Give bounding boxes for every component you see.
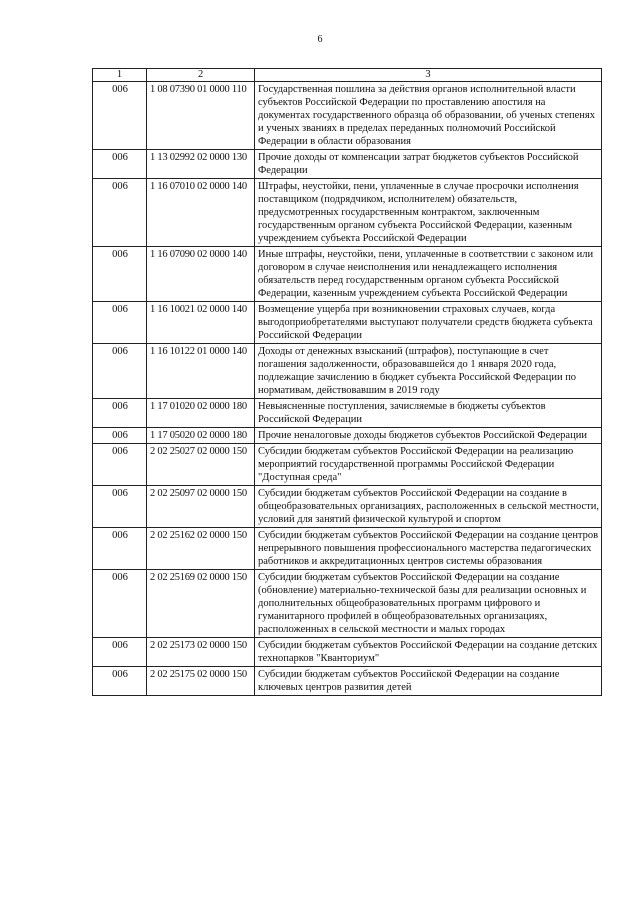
budget-code-cell: 1 16 10021 02 0000 140 <box>147 302 255 344</box>
budget-code-cell: 2 02 25173 02 0000 150 <box>147 638 255 667</box>
table-row <box>93 247 602 302</box>
admin-code-cell: 006 <box>93 570 147 638</box>
budget-code-cell: 2 02 25097 02 0000 150 <box>147 486 255 528</box>
budget-code-cell: 1 17 01020 02 0000 180 <box>147 399 255 428</box>
revenue-name-cell: Доходы от денежных взысканий (штрафов), поступающие в счет погашения задолженности, образовавшейся до 1 января 2020 года, подлежащие зачислению в бюджет субъекта Российской Федерации по нормативам, действовавшим в 2019 году <box>255 344 602 399</box>
revenue-name-cell: Субсидии бюджетам субъектов Российской Федерации на создание центров непрерывного повышения профессионального мастерства педагогических работников и аккредитационных центров системы образования <box>255 528 602 570</box>
admin-code-cell: 006 <box>93 247 147 302</box>
revenue-name-cell: Иные штрафы, неустойки, пени, уплаченные в соответствии с законом или договором в случае неисполнения или ненадлежащего исполнения обязательств перед государственным органом субъекта Российской Федерации, казенным учреждением субъекта Российской Федерации <box>255 247 602 302</box>
revenue-name-cell: Возмещение ущерба при возникновении страховых случаев, когда выгодоприобретателями выступают получатели средств бюджета субъекта Российской Федерации <box>255 302 602 344</box>
admin-code-cell: 006 <box>93 150 147 179</box>
column-header-2: 2 <box>147 69 255 82</box>
table-row <box>93 444 602 486</box>
revenue-name-cell: Субсидии бюджетам субъектов Российской Федерации на создание детских технопарков "Кванториум" <box>255 638 602 667</box>
revenue-name-cell: Штрафы, неустойки, пени, уплаченные в случае просрочки исполнения поставщиком (подрядчиком, исполнителем) обязательств, предусмотренных государственным контрактом, заключенным государственным органом субъекта Российской Федерации, казенным учреждением субъекта Российской Федерации <box>255 179 602 247</box>
budget-code-cell: 1 16 10122 01 0000 140 <box>147 344 255 399</box>
table-row <box>93 570 602 638</box>
table-header-row <box>93 69 602 82</box>
revenue-name-cell: Прочие доходы от компенсации затрат бюджетов субъектов Российской Федерации <box>255 150 602 179</box>
admin-code-cell: 006 <box>93 444 147 486</box>
budget-code-cell: 1 16 07090 02 0000 140 <box>147 247 255 302</box>
admin-code-cell: 006 <box>93 302 147 344</box>
revenue-name-cell: Субсидии бюджетам субъектов Российской Федерации на реализацию мероприятий государственной программы Российской Федерации "Доступная среда" <box>255 444 602 486</box>
revenue-name-cell: Субсидии бюджетам субъектов Российской Федерации на создание в общеобразовательных организациях, расположенных в сельской местности, условий для занятий физической культурой и спортом <box>255 486 602 528</box>
page-number: 6 <box>317 34 323 45</box>
admin-code-cell: 006 <box>93 667 147 696</box>
admin-code-cell: 006 <box>93 428 147 444</box>
admin-code-cell: 006 <box>93 179 147 247</box>
revenue-name-cell: Субсидии бюджетам субъектов Российской Федерации на создание ключевых центров развития детей <box>255 667 602 696</box>
admin-code-cell: 006 <box>93 344 147 399</box>
table-row <box>93 667 602 696</box>
table-row <box>93 428 602 444</box>
budget-code-cell: 1 16 07010 02 0000 140 <box>147 179 255 247</box>
table-row <box>93 528 602 570</box>
revenue-name-cell: Субсидии бюджетам субъектов Российской Федерации на создание (обновление) материально-технической базы для реализации основных и дополнительных общеобразовательных программ цифрового и гуманитарного профилей в общеобразовательных организациях, расположенных в сельской местности и малых городах <box>255 570 602 638</box>
budget-code-cell: 1 13 02992 02 0000 130 <box>147 150 255 179</box>
budget-code-cell: 2 02 25027 02 0000 150 <box>147 444 255 486</box>
table-row <box>93 638 602 667</box>
column-header-3: 3 <box>255 69 602 82</box>
budget-code-cell: 1 08 07390 01 0000 110 <box>147 82 255 150</box>
table-row <box>93 344 602 399</box>
table-row <box>93 150 602 179</box>
table-row <box>93 179 602 247</box>
table-row <box>93 302 602 344</box>
revenue-name-cell: Невыясненные поступления, зачисляемые в бюджеты субъектов Российской Федерации <box>255 399 602 428</box>
table-row <box>93 486 602 528</box>
budget-code-cell: 2 02 25169 02 0000 150 <box>147 570 255 638</box>
admin-code-cell: 006 <box>93 82 147 150</box>
table-row <box>93 82 602 150</box>
column-header-1: 1 <box>93 69 147 82</box>
budget-code-cell: 1 17 05020 02 0000 180 <box>147 428 255 444</box>
admin-code-cell: 006 <box>93 399 147 428</box>
revenue-name-cell: Прочие неналоговые доходы бюджетов субъектов Российской Федерации <box>255 428 602 444</box>
table-row <box>93 399 602 428</box>
budget-code-cell: 2 02 25162 02 0000 150 <box>147 528 255 570</box>
admin-code-cell: 006 <box>93 528 147 570</box>
admin-code-cell: 006 <box>93 486 147 528</box>
budget-code-cell: 2 02 25175 02 0000 150 <box>147 667 255 696</box>
revenue-classification-table <box>92 68 602 696</box>
revenue-name-cell: Государственная пошлина за действия органов исполнительной власти субъектов Российской Федерации по проставлению апостиля на документах государственного образца об образовании, об ученых степенях и ученых званиях в пределах переданных полномочий Российской Федерации в области образования <box>255 82 602 150</box>
admin-code-cell: 006 <box>93 638 147 667</box>
